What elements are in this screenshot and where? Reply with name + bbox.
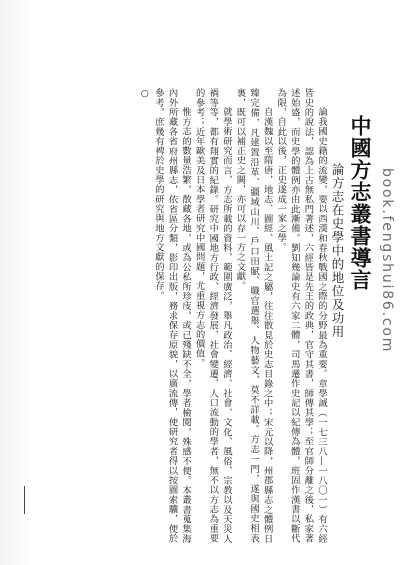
paragraph-1: 論我國史籍的流變，要以西漢和春秋戰國之際的分野最為重要。章學誠（一七三八—一八〇一）有六經皆史的說法，認為上古無私門著述，六經皆是先王的政典，官守其書，師傳其學；至官師分離之後，私家著述始盛，而史學的體例亦由此漸備。劉知幾論史有六家二體，司馬遷作史記以紀傳為體，班固作漢書以斷代為限，自此以後，正史遂成一家之學。: [275, 88, 327, 543]
title-block: [331, 115, 371, 339]
paragraph-4: 惟方志的數量浩繁，散藏各地，或為公私所珍庋，或已殘缺不全，學者檢閱，殊感不便。本叢書蒐集海內外所藏各省府州縣志，依省區分類，影印出版，務求保存原貌，以廣流傳，使研究者得以按圖索驥，便於參考，庶幾有裨於史學的研究與地方文獻的保存。: [152, 88, 192, 543]
section-ornament: ○: [139, 88, 151, 100]
article-body: [40, 88, 328, 543]
margin-mark: [24, 486, 25, 514]
page-title: 中國方志叢書導言: [348, 115, 372, 291]
page-subtitle: 論方志在史學中的地位及功用: [330, 163, 345, 339]
scan-gutter: [0, 0, 30, 565]
watermark: book.fengshui86.com: [379, 168, 395, 354]
paragraph-3: 就學術研究而言，方志所載的資料，範圍廣泛，舉凡政治、經濟、社會、文化、風俗、宗教以及天災人禍等等，都有翔實的紀錄。研究中國地方行政、經濟發展、社會變遷、人口流動的學者，無不以方志為重要的參考；近年歐美及日本學者研究中國問題，尤重視方志的價值。: [193, 88, 232, 543]
paragraph-2: 自漢魏以至隋唐，地志、圖經、風土記之屬，往往散見於史志目錄之中；宋元以降，州郡縣志之體例日臻完備，凡建置沿革、疆域山川、戶口田賦、職官選舉、人物藝文，莫不詳載。方志一門，遂與國史相表裏，既可以補正史之闕，亦可以存一方之文獻。: [234, 88, 273, 543]
